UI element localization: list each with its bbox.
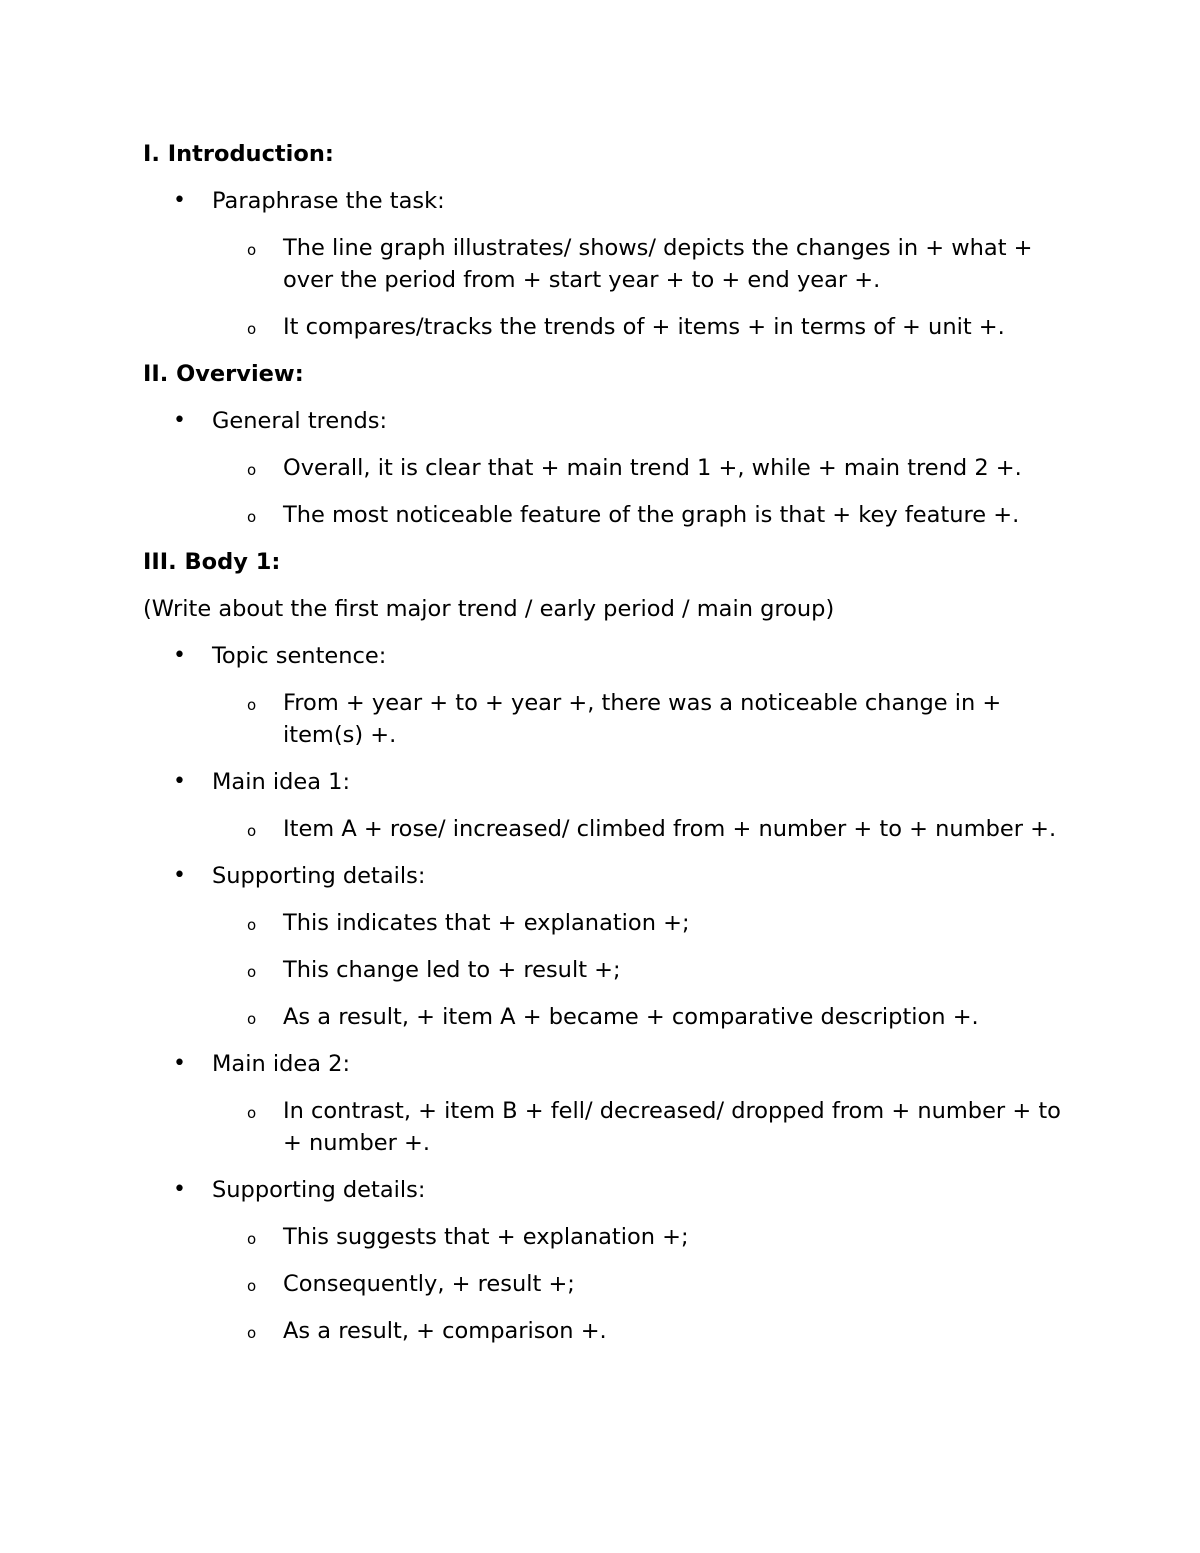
bullet-item	[143, 405, 1068, 437]
sub-bullet-item	[143, 1095, 1068, 1159]
sub-bullet-marker: o	[247, 1010, 257, 1028]
sub-bullet-text: Item A + rose/ increased/ climbed from + number + to + number +.	[283, 816, 1057, 842]
sub-bullet-text: This suggests that + explanation +;	[283, 1224, 689, 1250]
bullet-item	[143, 185, 1068, 217]
bullet-item	[143, 640, 1068, 672]
sub-bullet-text: This indicates that + explanation +;	[283, 910, 690, 936]
sub-bullet-marker: o	[247, 916, 257, 934]
sub-bullet-marker: o	[247, 461, 257, 479]
sub-bullet-item	[143, 311, 1068, 343]
sub-bullet-text: As a result, + comparison +.	[283, 1318, 607, 1344]
bullet-marker: •	[173, 408, 186, 433]
sub-bullet-item	[143, 1315, 1068, 1347]
sub-bullet-item	[143, 954, 1068, 986]
sub-bullet-text: Overall, it is clear that + main trend 1 +, while + main trend 2 +.	[283, 455, 1022, 481]
section-heading-overview: II. Overview:	[143, 361, 304, 387]
bullet-marker: •	[173, 863, 186, 888]
sub-bullet-text: The most noticeable feature of the graph is that + key feature +.	[283, 502, 1020, 528]
sub-bullet-marker: o	[247, 241, 257, 259]
sub-bullet-item	[143, 499, 1068, 531]
bullet-item	[143, 860, 1068, 892]
sub-bullet-marker: o	[247, 1324, 257, 1342]
sub-bullet-text: Consequently, + result +;	[283, 1271, 575, 1297]
sub-bullet-text: In contrast, + item B + fell/ decreased/ dropped from + number + to + number +.	[283, 1098, 1061, 1156]
sub-bullet-marker: o	[247, 320, 257, 338]
bullet-item	[143, 766, 1068, 798]
section-note: (Write about the first major trend / early period / main group)	[143, 596, 835, 622]
sub-bullet-item	[143, 452, 1068, 484]
sub-bullet-item	[143, 907, 1068, 939]
sub-bullet-marker: o	[247, 1104, 257, 1122]
sub-bullet-marker: o	[247, 963, 257, 981]
sub-bullet-marker: o	[247, 822, 257, 840]
sub-bullet-text: As a result, + item A + became + comparative description +.	[283, 1004, 979, 1030]
bullet-label: Main idea 2:	[212, 1051, 351, 1077]
bullet-marker: •	[173, 769, 186, 794]
sub-bullet-marker: o	[247, 1230, 257, 1248]
sub-bullet-text: It compares/tracks the trends of + items + in terms of + unit +.	[283, 314, 1005, 340]
bullet-label: Supporting details:	[212, 863, 426, 889]
bullet-label: Main idea 1:	[212, 769, 351, 795]
bullet-item	[143, 1174, 1068, 1206]
sub-bullet-item	[143, 232, 1068, 296]
sub-bullet-text: The line graph illustrates/ shows/ depicts the changes in + what + over the period from + start year + to + end year +.	[283, 235, 1033, 293]
sub-bullet-item	[143, 1268, 1068, 1300]
bullet-marker: •	[173, 1051, 186, 1076]
sub-bullet-item	[143, 813, 1068, 845]
document-content	[143, 138, 1068, 1362]
sub-bullet-item	[143, 1001, 1068, 1033]
sub-bullet-marker: o	[247, 696, 257, 714]
section-heading-body-1: III. Body 1:	[143, 549, 281, 575]
sub-bullet-marker: o	[247, 1277, 257, 1295]
bullet-label: Topic sentence:	[212, 643, 387, 669]
bullet-item	[143, 1048, 1068, 1080]
bullet-marker: •	[173, 643, 186, 668]
bullet-marker: •	[173, 1177, 186, 1202]
bullet-marker: •	[173, 188, 186, 213]
bullet-label: Supporting details:	[212, 1177, 426, 1203]
sub-bullet-item	[143, 687, 1068, 751]
sub-bullet-item	[143, 1221, 1068, 1253]
sub-bullet-text: This change led to + result +;	[283, 957, 621, 983]
sub-bullet-marker: o	[247, 508, 257, 526]
bullet-label: Paraphrase the task:	[212, 188, 445, 214]
bullet-label: General trends:	[212, 408, 388, 434]
sub-bullet-text: From + year + to + year +, there was a noticeable change in + item(s) +.	[283, 690, 1002, 748]
section-heading-introduction: I. Introduction:	[143, 141, 334, 167]
